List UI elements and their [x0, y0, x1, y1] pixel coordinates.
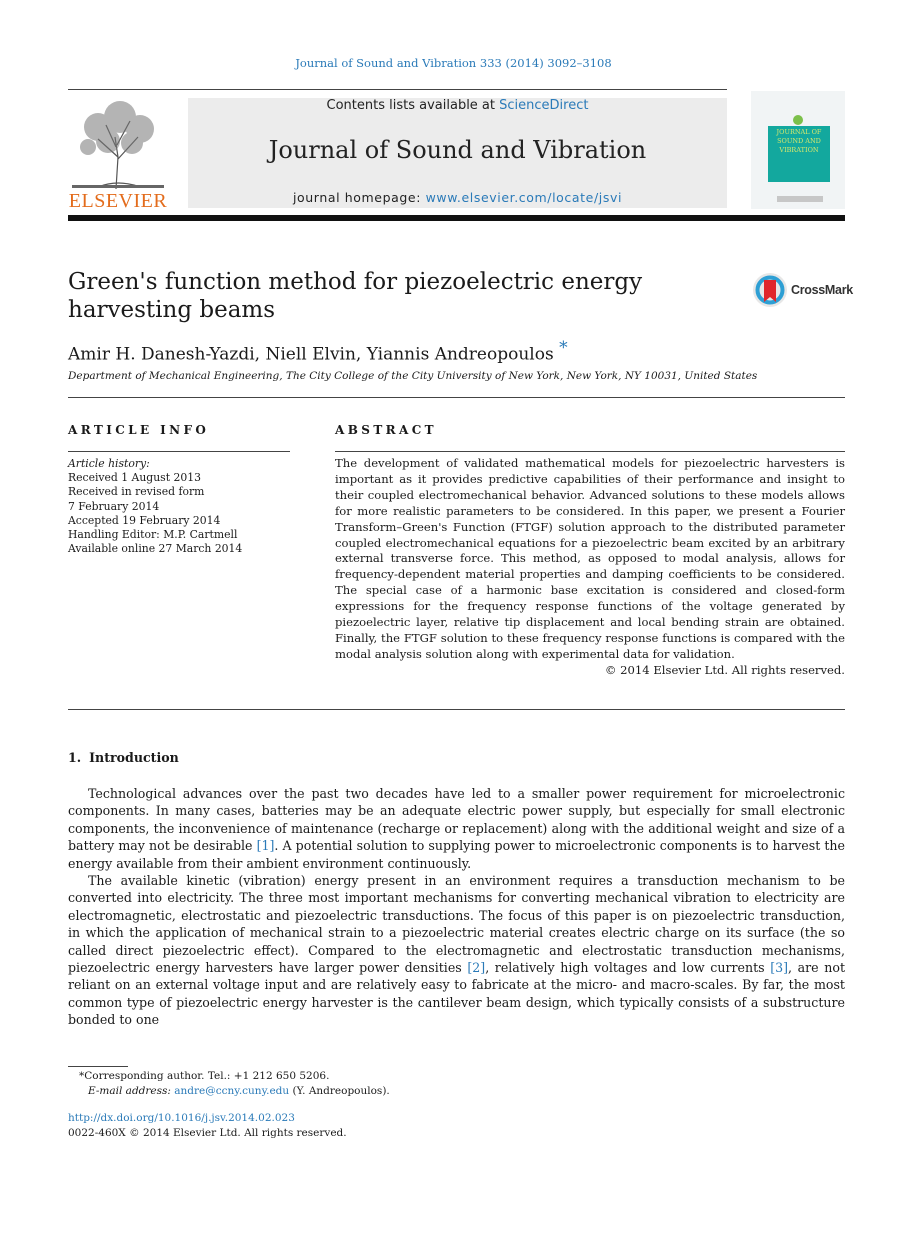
section-title: Introduction: [89, 750, 179, 765]
author-list: [68, 338, 568, 365]
masthead-top-rule: [68, 89, 727, 90]
paragraph-text: , are not reliant on an external voltage input and are relatively easy to fabricate at the micro- and macro-scales. By far, the most common type of piezoelectric energy harvester is the cantilever beam design, which typically consists of a substructure bonded to one: [68, 960, 846, 1028]
author-names: Amir H. Danesh-Yazdi, Niell Elvin, Yiannis Andreopoulos: [68, 344, 554, 365]
doi-link[interactable]: http://dx.doi.org/10.1016/j.jsv.2014.02.023: [68, 1112, 295, 1124]
sciencedirect-link[interactable]: ScienceDirect: [499, 98, 589, 113]
cover-footer-logo: [777, 196, 823, 202]
corresponding-text: Corresponding author. Tel.: +1 212 650 5206.: [84, 1070, 330, 1082]
email-suffix: (Y. Andreopoulos).: [289, 1084, 390, 1097]
history-item: Available online 27 March 2014: [68, 542, 243, 556]
history-label: Article history:: [68, 457, 150, 470]
cover-title-text: JOURNAL OF SOUND AND VIBRATION: [776, 128, 822, 154]
cover-emblem-icon: [793, 115, 803, 125]
corresponding-author-mark[interactable]: *: [559, 338, 568, 358]
publisher-name: ELSEVIER: [68, 190, 168, 212]
footnote-corresponding: [68, 1069, 845, 1084]
paragraph-text: The available kinetic (vibration) energy present in an environment requires a transduction mechanism to be converted into electricity. The three most important mechanisms for converting mechanical vibration to electricity are electromagnetic, electrostatic and piezoelectric transductions. The focus of this paper is on piezoelectric transduction, in which the application of mechanical strain to a piezoelectric material creates electric charge on its surface (the so called direct piezoelectric effect). Compared to the electromagnetic and electrostatic transduction mechanisms, piezoelectric energy harvesters have larger power densities: [68, 873, 845, 976]
paragraph-text: . A potential solution to supplying power to microelectronic components is to harvest the energy available from their ambient environment continuously.: [68, 838, 845, 871]
doi-block: [68, 1111, 347, 1140]
footnote-email: [68, 1084, 845, 1099]
homepage-link[interactable]: www.elsevier.com/locate/jsvi: [425, 190, 623, 205]
history-item: Handling Editor: M.P. Cartmell: [68, 528, 238, 542]
email-link[interactable]: andre@ccny.cuny.edu: [174, 1084, 290, 1097]
abstract-copyright: © 2014 Elsevier Ltd. All rights reserved.: [604, 663, 845, 677]
email-label: E-mail address:: [88, 1084, 175, 1097]
issn-copyright: 0022-460X © 2014 Elsevier Ltd. All rights reserved.: [68, 1126, 347, 1139]
footnote-mark: *: [79, 1070, 85, 1082]
paragraph-text: Technological advances over the past two decades have led to a smaller power requirement for microelectronic components. In many cases, batteries may be an adequate electric power supply, but especially for small electronic components, the inconvenience of maintenance (recharge or replacement) along with the additional weight and size of a battery may not be desirable: [68, 786, 845, 854]
crossmark-icon[interactable]: [752, 272, 788, 308]
journal-reference[interactable]: Journal of Sound and Vibration 333 (2014) 3092–3108: [295, 56, 612, 70]
paragraph: [68, 785, 845, 872]
affiliation-rule: [68, 397, 845, 398]
abstract-text: The development of validated mathematical models for piezoelectric harvesters is important as it provides predictive capabilities of their performance and insight to their coupled electromechanical behavior. Advanced solutions to these models allows for more realistic parameters to be considered. In this paper, we present a Fourier Transform–Green's Function (FTGF) solution approach to the distributed parameter coupled electromechanical equations for a piezoelectric beam excited by an arbitrary external transverse force. This method, as opposed to modal analysis, allows for frequency-dependent material properties and damping coefficients to be considered. The special case of a harmonic base excitation is considered and closed-form expressions for the frequency response functions of the voltage generated by piezoelectric layer, relative tip displacement and local bending strain are obtained. Finally, the FTGF solution to these frequency response functions is compared with the modal analysis solution along with experimental data for validation.: [335, 456, 845, 661]
homepage-line: [188, 190, 727, 205]
paragraph-text: , relatively high voltages and low currents: [485, 960, 771, 976]
masthead-thick-rule: [68, 215, 845, 221]
footnote-rule: [68, 1066, 128, 1067]
article-info-rule: [68, 451, 290, 452]
body-rule: [68, 709, 845, 710]
section-heading: [68, 750, 179, 765]
article-info-heading: ARTICLE INFO: [68, 423, 210, 437]
abstract-heading: ABSTRACT: [335, 423, 438, 437]
citation-link[interactable]: [3]: [770, 960, 789, 976]
footnote: [68, 1069, 845, 1098]
citation-link[interactable]: [1]: [256, 838, 275, 854]
contents-prefix: Contents lists available at: [326, 98, 500, 113]
history-item: Received in revised form: [68, 485, 205, 499]
journal-title: Journal of Sound and Vibration: [268, 136, 647, 164]
history-item: 7 February 2014: [68, 499, 160, 513]
article-title: Green's function method for piezoelectric energy harvesting beams: [68, 269, 643, 323]
abstract-rule: [335, 451, 845, 452]
homepage-prefix: journal homepage:: [292, 190, 426, 205]
citation-link[interactable]: [2]: [467, 960, 486, 976]
crossmark-label[interactable]: CrossMark: [791, 283, 853, 297]
history-item: Accepted 19 February 2014: [68, 513, 221, 527]
section-number: 1.: [68, 750, 82, 765]
history-item: Received 1 August 2013: [68, 471, 201, 485]
paragraph: [68, 872, 845, 1029]
contents-line: [188, 98, 727, 113]
affiliation: Department of Mechanical Engineering, The City College of the City University of New York, New York, NY 10031, United States: [68, 370, 758, 382]
article-history: [68, 457, 298, 556]
